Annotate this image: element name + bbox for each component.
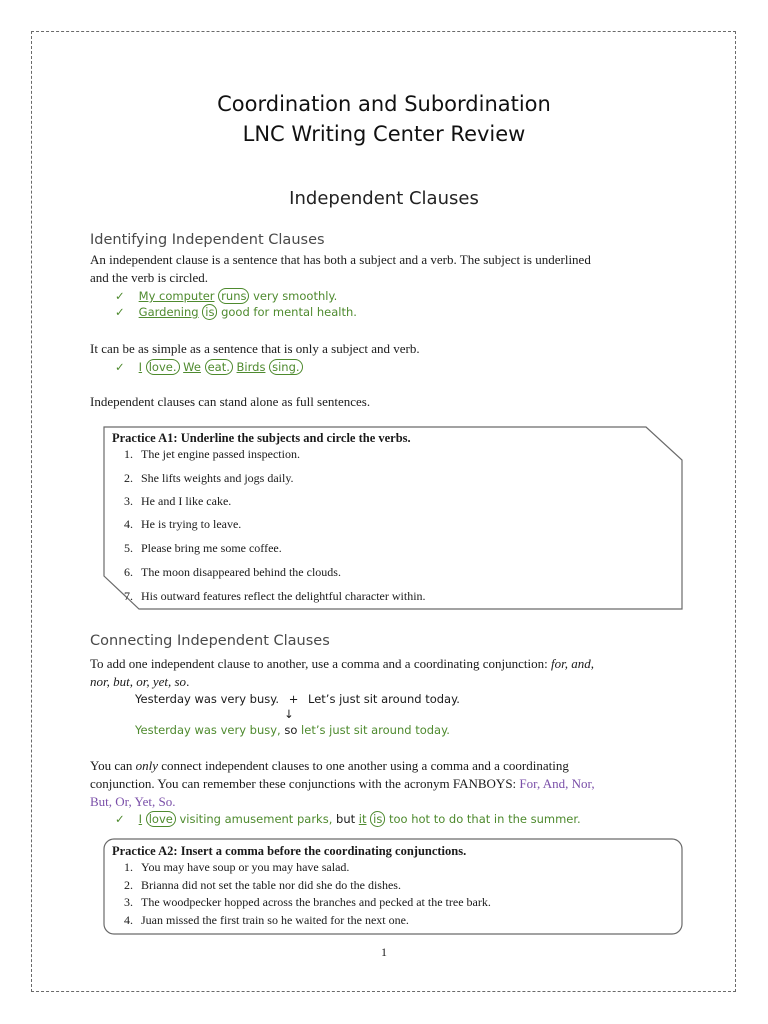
practice-a1-box [103, 426, 683, 610]
practice-a1-item: 6. The moon disappeared behind the clouds. [124, 565, 341, 579]
document-title-line1: Coordination and Subordination [217, 92, 551, 116]
checkmark-icon: ✓ [115, 289, 125, 303]
practice-a1-title: Practice A1: Underline the subjects and circle the verbs. [112, 431, 411, 445]
practice-a1-item: 2. She lifts weights and jogs daily. [124, 471, 294, 485]
practice-a1-item: 4. He is trying to leave. [124, 517, 242, 531]
section-heading: Independent Clauses [289, 188, 479, 209]
combined-row: Yesterday was very busy, so let’s just sit around today. [135, 723, 450, 737]
page-number: 1 [381, 945, 387, 959]
practice-a1-item: 1. The jet engine passed inspection. [124, 447, 300, 461]
practice-a2-item: 3. The woodpecker hopped across the branches and pecked at the tree bark. [124, 895, 491, 909]
fanboys-text: You can only connect independent clauses to one another using a comma and a coordinating conjunction. You can remember these conjunctions with the acronym FANBOYS: For, And, Nor, But, Or, Yet, So. [90, 758, 595, 809]
document-title-line2: LNC Writing Center Review [242, 122, 526, 146]
connecting-intro: To add one independent clause to another, use a comma and a coordinating conjunction: for, and, nor, but, or, yet, so. [90, 656, 594, 689]
simple-example: ✓ I love. We eat. Birds sing. [115, 360, 303, 374]
practice-a2-box [103, 838, 683, 935]
standalone-text: Independent clauses can stand alone as full sentences. [90, 394, 371, 409]
checkmark-icon: ✓ [115, 812, 125, 826]
identifying-heading: Identifying Independent Clauses [90, 232, 325, 248]
practice-a2-title: Practice A2: Insert a comma before the coordinating conjunctions. [112, 844, 467, 858]
connecting-heading: Connecting Independent Clauses [90, 633, 330, 649]
practice-a2-item: 4. Juan missed the first train so he waited for the next one. [124, 913, 409, 927]
checkmark-icon: ✓ [115, 305, 125, 319]
identifying-intro: An independent clause is a sentence that has both a subject and a verb. The subject is underlined and the verb is circled. [90, 252, 591, 285]
example-1: ✓ My computer runs very smoothly. [115, 289, 338, 303]
practice-a1-item: 3. He and I like cake. [124, 494, 232, 508]
down-arrow-icon: ↓ [284, 707, 294, 721]
combine-row: Yesterday was very busy. + Let’s just sit around today. [135, 692, 460, 706]
conjunction-example: ✓ I love visiting amusement parks, but it is too hot to do that in the summer. [115, 812, 581, 826]
practice-a2-item: 2. Brianna did not set the table nor did she do the dishes. [124, 878, 401, 892]
practice-a1-item: 7. His outward features reflect the delightful character within. [124, 589, 426, 603]
example-2: ✓ Gardening is good for mental health. [115, 305, 357, 319]
simple-text: It can be as simple as a sentence that is only a subject and verb. [90, 341, 420, 356]
practice-a1-item: 5. Please bring me some coffee. [124, 541, 282, 555]
checkmark-icon: ✓ [115, 360, 125, 374]
practice-a2-item: 1. You may have soup or you may have salad. [124, 860, 350, 874]
